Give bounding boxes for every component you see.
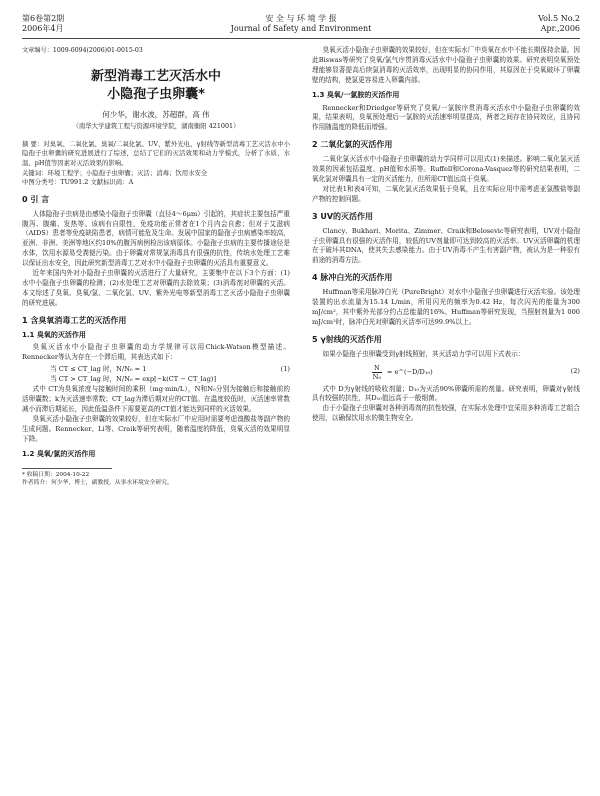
section-heading-4: 4 脉冲白光的灭活作用 [312,273,393,283]
section-heading-3: 3 UV的灭活作用 [312,211,374,221]
journal-name-cn: 安 全 与 环 境 学 报 [265,14,337,23]
equation-2 [312,364,580,381]
equation-2-numerator: N [374,363,380,372]
section-heading-1: 1 含臭氧消毒工艺的灭活作用 [22,315,127,325]
authors: 何少华，谢水波，苏超群，高 伟 [102,109,210,119]
subsection-heading-1-3: 1.3 臭氧/一氯胺的灭活作用 [312,90,400,99]
journal-name-en: Journal of Safety and Environment [230,24,372,33]
keywords: 关键词：环境工程学；小隐孢子虫卵囊；灭活；消毒；饮用水安全 [22,168,208,177]
title-line-2: 小隐孢子虫卵囊* [107,86,205,102]
equation-1 [22,364,290,384]
classification: 中图分类号：TU991.2 文献标识码：A [22,178,134,187]
body-paragraph: 二氧化氯灭活水中小隐孢子虫卵囊的动力学同样可以用式(1)来描述。影响二氧化氯灭活效果的因素包括温度、pH值和水质等。Ruffell和Corona-Vasquez等的研究结果表明，二氧化氯对卵囊具有一定的灭活能力，但所需CT值远高于臭氧。 [312,155,580,183]
equation-2-rhs: = e^(−D/D₁₀) [386,368,433,377]
right-column [312,46,580,424]
footnote-received: * 收稿日期：2004-10-22 [22,471,90,478]
body-paragraph: Huffman等采用脉冲白光（PureBright）对水中小隐孢子虫卵囊进行灭活实验。该处理装置的出水流量为15.14 L/min，所用闪光的频率为0.42 Hz，每次闪光的能量为300 mJ/cm²，其中紫外光部分约占总能量的16%。Huffman等研究发现，当照射剂量为1 000 mJ/cm²时，脉冲白光对卵囊的灭活率可达99.9%以上。 [312,288,580,326]
equation-1-line-1: 当 CT ≤ CT_lag 时，N/N₀ = 1 [50,365,147,374]
header-date-en: Apr.,2006 [540,24,580,33]
body-paragraph: Clancy、Bukhari、Morita、Zimmer、Craik和Belosevic等研究表明，UV对小隐孢子虫卵囊具有很强的灭活作用，较低的UV剂量即可达到较高的灭活率。UV灭活卵囊的机理在于破坏其DNA，使其失去感染能力。由于UV消毒不产生有害副产物，被认为是一种很有前途的消毒方法。 [312,226,580,265]
body-paragraph: 对比表1和表4可知，二氧化氯灭活效果低于臭氧，且在实际应用中需考虑亚氯酸盐等副产物的控制问题。 [312,184,580,203]
subsection-heading-1-2: 1.2 臭氧/氯的灭活作用 [22,449,96,458]
article-number: 文章编号：1009-6094(2006)01-0015-03 [22,47,143,54]
subsection-heading-1-1: 1.1 臭氧的灭活作用 [22,330,86,339]
equation-number: (1) [280,365,290,374]
body-paragraph: Rennecker和Driedger等研究了臭氧/一氯胺序贯消毒灭活水中小隐孢子虫卵囊的效果，结果表明，臭氧预处理后一氯胺的灭活速率明显提高，两者之间存在协同效应，且协同作用随温度的降低而增强。 [312,103,580,132]
body-paragraph: 式中 CT为臭氧浓度与接触时间的乘积（mg·min/L），N和N₀分别为接触后和接触前的活卵囊数；k为灭活速率常数；CT_lag为滞后期对应的CT值。在温度较低时，灭活速率常数减小而滞后期延长，因此低温条件下需要更高的CT值才能达到同样的灭活效果。 [22,385,290,414]
header-issue: 第6卷第2期 [22,14,65,23]
equation-1-line-2: 当 CT > CT_lag 时，N/N₀ = exp[−k(CT − CT_lag)] [50,375,217,384]
title-line-1: 新型消毒工艺灭活水中 [90,68,221,84]
equation-2-denominator: N₀ [372,372,382,381]
header-date: 2006年4月 [22,24,64,33]
header-volume-right [538,14,580,34]
affiliation: （南华大学建筑工程与资源环境学院，湖南衡阳 421001） [72,121,240,130]
header-vol-en: Vol.5 No.2 [538,14,580,23]
section-heading-intro: 0 引 言 [22,194,50,204]
paper-title [22,68,290,104]
body-paragraph: 式中 D为γ射线的吸收剂量；D₁₀为灭活90%卵囊所需的剂量。研究表明，卵囊对γ射线具有较强的抗性，其D₁₀值远高于一般细菌。 [312,384,580,403]
intro-paragraph: 近年来国内外对小隐孢子虫卵囊的灭活进行了大量研究，主要集中在以下3个方面：(1)水中小隐孢子虫卵囊的检测；(2)水处理工艺对卵囊的去除效果；(3)消毒剂对卵囊的灭活。本文综述了臭氧、臭氧/氯、二氧化氯、UV、紫外光电等新型消毒工艺灭活小隐孢子虫卵囊的研究进展。 [22,269,290,307]
body-paragraph: 臭氧灭活水中小隐孢子虫卵囊的动力学规律可以用Chick-Watson模型描述。Rennecker等认为存在一个滞后期，其表达式如下： [22,343,290,362]
body-paragraph: 由于小隐孢子虫卵囊对各种消毒剂的抗性较强，在实际水处理中宜采用多种消毒工艺组合使用，以确保饮用水的微生物安全。 [312,404,580,423]
running-header [22,8,580,39]
footnote-rule [22,468,112,469]
section-heading-5: 5 γ射线的灭活作用 [312,334,382,344]
footnote-author: 作者简介：何少华，博士，副教授，从事水环境安全研究。 [22,480,173,487]
abstract: 摘 要：对臭氧、二氧化氯、臭氧/二氧化氯、UV、紫外光电、γ射线等新型消毒工艺灭活水中小隐孢子虫卵囊的研究进展进行了综述，总结了它们的灭活效果和动力学模式，分析了水质、水温、pH值等因素对灭活效果的影响。 [22,139,290,167]
equation-number: (2) [570,367,580,376]
section-heading-2: 2 二氧化氯的灭活作用 [312,140,393,150]
left-column [22,46,290,488]
equation-2-fraction [372,364,382,381]
body-paragraph: 如果小隐孢子虫卵囊受到γ射线照射，其灭活动力学可以用下式表示： [322,349,525,358]
body-paragraph: 臭氧灭活小隐孢子虫卵囊的效果较好，但在实际水厂中应用时需要考虑溴酸盐等副产物的生成问题。Rennecker、Li等、Craik等研究表明，随着温度的降低，臭氧灭活的效果明显下降。 [22,415,290,443]
body-paragraph: 臭氧灭活小隐孢子虫卵囊的效果较好，但在实际水厂中臭氧在水中不能长期保持余量。因此Biswas等研究了臭氧/氯气序贯消毒灭活水中小隐孢子虫卵囊的效果。研究表明臭氧预处理能够显著提高后续氯消毒的灭活效率，出现明显的协同作用，其原因在于臭氧破坏了卵囊壁的结构，使氯更容易进入卵囊内部。 [312,46,580,84]
intro-paragraph: 人体隐孢子虫病是由感染小隐孢子虫卵囊（直径4～6μm）引起的，其症状主要包括严重腹泻、腹痛、发热等。该病有自限性，免疫功能正常者在1个月内会自愈；但对于艾滋病（AIDS）患者等免疫缺陷患者，病情可能危及生命。发展中国家的隐孢子虫病感染率较高，亚洲、非洲、美洲等地区约10%的腹泻病例检出该病原体。小隐孢子虫病的主要传播途径是水体，饮用水源易受粪便污染。由于卵囊对常规氯消毒具有很强的抗性，传统水处理工艺难以保证出水安全，因此研究新型消毒工艺对水中小隐孢子虫卵囊的灭活具有重要意义。 [22,209,290,268]
header-journal [22,14,580,34]
